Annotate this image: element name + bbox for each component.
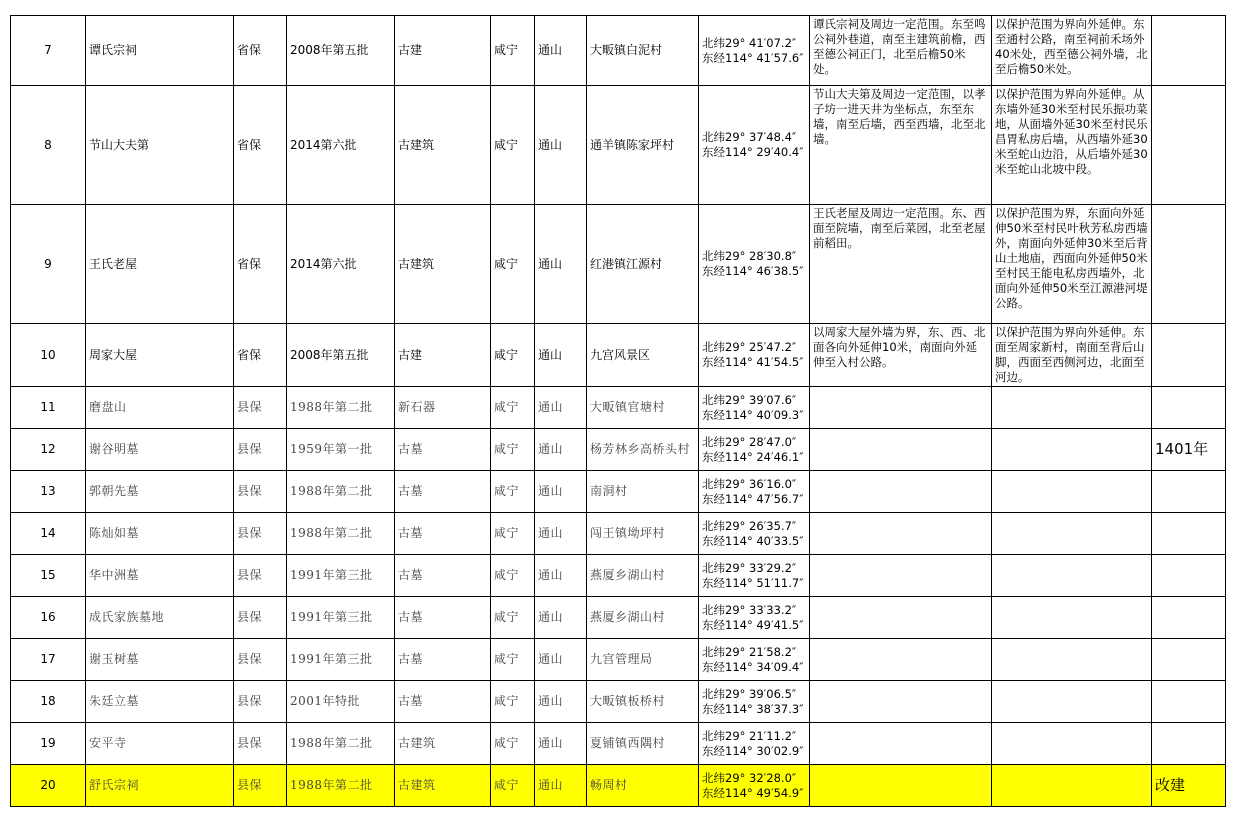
protection-level-cell: 县保 bbox=[234, 555, 287, 597]
location-cell: 南洞村 bbox=[587, 471, 699, 513]
site-name-cell: 谢玉树墓 bbox=[86, 639, 234, 681]
heritage-table bbox=[10, 15, 1226, 807]
buffer-zone-cell: 以保护范围为界，东面向外延伸50米至村民叶秋芳私房西墙外，南面向外延伸30米至后背山土地庙，西面向外延伸50米至村民王能电私房西墙外，北面向外延伸50米至江源港河堤公路。 bbox=[992, 205, 1152, 324]
batch-cell: 1988年第二批 bbox=[287, 765, 395, 807]
latitude: 北纬29° 33′29.2″ bbox=[702, 560, 797, 575]
batch-cell: 1988年第二批 bbox=[287, 471, 395, 513]
latitude: 北纬29° 25′47.2″ bbox=[702, 340, 797, 354]
location-cell: 畅周村 bbox=[587, 765, 699, 807]
latitude: 北纬29° 41′07.2″ bbox=[702, 35, 797, 50]
protection-scope-cell bbox=[810, 471, 992, 513]
county-cell: 通山 bbox=[535, 513, 587, 555]
longitude: 东经114° 38′37.3″ bbox=[702, 701, 804, 716]
note-cell bbox=[1152, 387, 1226, 429]
protection-scope-cell: 节山大夫第及周边一定范围，以孝子坊一进天井为坐标点，东至东墙，南至后墙，西至西墙，北至北墙。 bbox=[810, 86, 992, 205]
batch-cell: 2008年第五批 bbox=[287, 324, 395, 387]
city-cell: 咸宁 bbox=[491, 429, 535, 471]
site-type-cell: 古墓 bbox=[395, 555, 491, 597]
latitude: 北纬29° 39′06.5″ bbox=[702, 686, 797, 701]
note-cell bbox=[1152, 639, 1226, 681]
site-name-cell: 节山大夫第 bbox=[86, 86, 234, 205]
row-number-cell: 14 bbox=[11, 513, 86, 555]
coordinates-cell bbox=[699, 324, 810, 387]
latitude: 北纬29° 33′33.2″ bbox=[702, 602, 797, 617]
site-name-cell: 朱廷立墓 bbox=[86, 681, 234, 723]
latitude: 北纬29° 36′16.0″ bbox=[702, 476, 797, 491]
city-cell: 咸宁 bbox=[491, 324, 535, 387]
protection-scope-cell bbox=[810, 513, 992, 555]
protection-scope-cell: 以周家大屋外墙为界，东、西、北面各向外延伸10米，南面向外延伸至入村公路。 bbox=[810, 324, 992, 387]
site-type-cell: 古墓 bbox=[395, 471, 491, 513]
location-cell: 大畈镇板桥村 bbox=[587, 681, 699, 723]
site-name-cell: 谭氏宗祠 bbox=[86, 16, 234, 86]
county-cell: 通山 bbox=[535, 681, 587, 723]
note-cell bbox=[1152, 513, 1226, 555]
city-cell: 咸宁 bbox=[491, 513, 535, 555]
latitude: 北纬29° 37′48.4″ bbox=[702, 130, 797, 144]
protection-level-cell: 县保 bbox=[234, 513, 287, 555]
coordinates-cell bbox=[699, 86, 810, 205]
site-type-cell: 新石器 bbox=[395, 387, 491, 429]
buffer-zone-cell: 以保护范围为界向外延伸。东面至周家新村，南面至背后山脚，西面至西侧河边，北面至河边。 bbox=[992, 324, 1152, 387]
location-cell: 燕厦乡湖山村 bbox=[587, 597, 699, 639]
site-name-cell: 陈灿如墓 bbox=[86, 513, 234, 555]
site-type-cell: 古建 bbox=[395, 324, 491, 387]
site-name-cell: 谢谷明墓 bbox=[86, 429, 234, 471]
city-cell: 咸宁 bbox=[491, 205, 535, 324]
table-row bbox=[11, 429, 1226, 471]
batch-cell: 2008年第五批 bbox=[287, 16, 395, 86]
note-cell bbox=[1152, 16, 1226, 86]
longitude: 东经114° 30′02.9″ bbox=[702, 743, 804, 758]
longitude: 东经114° 46′38.5″ bbox=[702, 264, 804, 278]
site-type-cell: 古建筑 bbox=[395, 205, 491, 324]
city-cell: 咸宁 bbox=[491, 555, 535, 597]
protection-scope-cell bbox=[810, 639, 992, 681]
coordinates-cell bbox=[699, 205, 810, 324]
buffer-zone-cell bbox=[992, 471, 1152, 513]
latitude: 北纬29° 28′47.0″ bbox=[702, 434, 797, 449]
row-number-cell: 20 bbox=[11, 765, 86, 807]
longitude: 东经114° 29′40.4″ bbox=[702, 145, 804, 159]
latitude: 北纬29° 21′11.2″ bbox=[702, 728, 797, 743]
buffer-zone-cell: 以保护范围为界向外延伸。东至通村公路，南至祠前禾场外40米处，西至德公祠外墙，北至后檐50米处。 bbox=[992, 16, 1152, 86]
longitude: 东经114° 24′46.1″ bbox=[702, 449, 804, 464]
note-cell bbox=[1152, 723, 1226, 765]
site-type-cell: 古建筑 bbox=[395, 765, 491, 807]
protection-level-cell: 县保 bbox=[234, 471, 287, 513]
longitude: 东经114° 40′33.5″ bbox=[702, 533, 804, 548]
row-number-cell: 17 bbox=[11, 639, 86, 681]
row-number-cell: 8 bbox=[11, 86, 86, 205]
buffer-zone-cell bbox=[992, 429, 1152, 471]
protection-scope-cell: 谭氏宗祠及周边一定范围。东至鸣公祠外巷道，南至主建筑前檐，西至德公祠正门，北至后檐50米处。 bbox=[810, 16, 992, 86]
site-type-cell: 古建筑 bbox=[395, 723, 491, 765]
table-row bbox=[11, 387, 1226, 429]
buffer-zone-cell bbox=[992, 387, 1152, 429]
row-number-cell: 13 bbox=[11, 471, 86, 513]
county-cell: 通山 bbox=[535, 324, 587, 387]
note-cell: 改建 bbox=[1152, 765, 1226, 807]
row-number-cell: 18 bbox=[11, 681, 86, 723]
city-cell: 咸宁 bbox=[491, 597, 535, 639]
batch-cell: 1988年第二批 bbox=[287, 513, 395, 555]
protection-level-cell: 省保 bbox=[234, 86, 287, 205]
buffer-zone-cell bbox=[992, 723, 1152, 765]
coordinates-cell bbox=[699, 471, 810, 513]
city-cell: 咸宁 bbox=[491, 387, 535, 429]
latitude: 北纬29° 28′30.8″ bbox=[702, 249, 797, 263]
location-cell: 九宫风景区 bbox=[587, 324, 699, 387]
protection-level-cell: 省保 bbox=[234, 16, 287, 86]
city-cell: 咸宁 bbox=[491, 681, 535, 723]
city-cell: 咸宁 bbox=[491, 723, 535, 765]
table-row bbox=[11, 597, 1226, 639]
longitude: 东经114° 41′54.5″ bbox=[702, 355, 804, 369]
protection-level-cell: 省保 bbox=[234, 324, 287, 387]
site-name-cell: 舒氏宗祠 bbox=[86, 765, 234, 807]
row-number-cell: 9 bbox=[11, 205, 86, 324]
note-cell bbox=[1152, 681, 1226, 723]
protection-level-cell: 县保 bbox=[234, 639, 287, 681]
buffer-zone-cell bbox=[992, 639, 1152, 681]
protection-scope-cell bbox=[810, 765, 992, 807]
table-row bbox=[11, 639, 1226, 681]
coordinates-cell bbox=[699, 765, 810, 807]
latitude: 北纬29° 21′58.2″ bbox=[702, 644, 797, 659]
protection-scope-cell bbox=[810, 681, 992, 723]
buffer-zone-cell bbox=[992, 765, 1152, 807]
site-name-cell: 成氏家族墓地 bbox=[86, 597, 234, 639]
latitude: 北纬29° 39′07.6″ bbox=[702, 392, 797, 407]
coordinates-cell bbox=[699, 597, 810, 639]
city-cell: 咸宁 bbox=[491, 765, 535, 807]
batch-cell: 2014第六批 bbox=[287, 205, 395, 324]
longitude: 东经114° 41′57.6″ bbox=[702, 50, 804, 65]
table-row bbox=[11, 16, 1226, 86]
county-cell: 通山 bbox=[535, 86, 587, 205]
county-cell: 通山 bbox=[535, 205, 587, 324]
longitude: 东经114° 51′11.7″ bbox=[702, 575, 804, 590]
row-number-cell: 7 bbox=[11, 16, 86, 86]
site-type-cell: 古墓 bbox=[395, 639, 491, 681]
table-row bbox=[11, 513, 1226, 555]
protection-level-cell: 省保 bbox=[234, 205, 287, 324]
city-cell: 咸宁 bbox=[491, 86, 535, 205]
site-type-cell: 古墓 bbox=[395, 429, 491, 471]
row-number-cell: 11 bbox=[11, 387, 86, 429]
table-row bbox=[11, 471, 1226, 513]
county-cell: 通山 bbox=[535, 765, 587, 807]
coordinates-cell bbox=[699, 639, 810, 681]
note-cell bbox=[1152, 471, 1226, 513]
city-cell: 咸宁 bbox=[491, 639, 535, 681]
batch-cell: 2001年特批 bbox=[287, 681, 395, 723]
location-cell: 杨芳林乡高桥头村 bbox=[587, 429, 699, 471]
county-cell: 通山 bbox=[535, 639, 587, 681]
row-number-cell: 12 bbox=[11, 429, 86, 471]
note-cell bbox=[1152, 205, 1226, 324]
buffer-zone-cell bbox=[992, 555, 1152, 597]
batch-cell: 1991年第三批 bbox=[287, 555, 395, 597]
note-cell bbox=[1152, 555, 1226, 597]
buffer-zone-cell bbox=[992, 597, 1152, 639]
site-name-cell: 王氏老屋 bbox=[86, 205, 234, 324]
protection-scope-cell: 王氏老屋及周边一定范围。东、西面至院墙，南至后菜园，北至老屋前稻田。 bbox=[810, 205, 992, 324]
coordinates-cell bbox=[699, 429, 810, 471]
longitude: 东经114° 34′09.4″ bbox=[702, 659, 804, 674]
buffer-zone-cell bbox=[992, 681, 1152, 723]
county-cell: 通山 bbox=[535, 387, 587, 429]
county-cell: 通山 bbox=[535, 16, 587, 86]
buffer-zone-cell bbox=[992, 513, 1152, 555]
protection-level-cell: 县保 bbox=[234, 765, 287, 807]
note-cell: 1401年 bbox=[1152, 429, 1226, 471]
site-name-cell: 郭朝先墓 bbox=[86, 471, 234, 513]
county-cell: 通山 bbox=[535, 555, 587, 597]
location-cell: 大畈镇白泥村 bbox=[587, 16, 699, 86]
note-cell bbox=[1152, 86, 1226, 205]
site-type-cell: 古墓 bbox=[395, 681, 491, 723]
county-cell: 通山 bbox=[535, 723, 587, 765]
coordinates-cell bbox=[699, 723, 810, 765]
table-row bbox=[11, 723, 1226, 765]
batch-cell: 1959年第一批 bbox=[287, 429, 395, 471]
longitude: 东经114° 40′09.3″ bbox=[702, 407, 804, 422]
site-name-cell: 磨盘山 bbox=[86, 387, 234, 429]
row-number-cell: 15 bbox=[11, 555, 86, 597]
protection-scope-cell bbox=[810, 555, 992, 597]
site-name-cell: 华中洲墓 bbox=[86, 555, 234, 597]
coordinates-cell bbox=[699, 387, 810, 429]
table-row bbox=[11, 555, 1226, 597]
city-cell: 咸宁 bbox=[491, 471, 535, 513]
site-type-cell: 古建筑 bbox=[395, 86, 491, 205]
location-cell: 燕厦乡湖山村 bbox=[587, 555, 699, 597]
table-row bbox=[11, 324, 1226, 387]
protection-level-cell: 县保 bbox=[234, 681, 287, 723]
row-number-cell: 16 bbox=[11, 597, 86, 639]
table-row bbox=[11, 765, 1226, 807]
longitude: 东经114° 49′41.5″ bbox=[702, 617, 804, 632]
coordinates-cell bbox=[699, 681, 810, 723]
site-type-cell: 古墓 bbox=[395, 597, 491, 639]
protection-scope-cell bbox=[810, 387, 992, 429]
latitude: 北纬29° 26′35.7″ bbox=[702, 518, 797, 533]
location-cell: 夏铺镇西隅村 bbox=[587, 723, 699, 765]
coordinates-cell bbox=[699, 555, 810, 597]
county-cell: 通山 bbox=[535, 597, 587, 639]
site-name-cell: 安平寺 bbox=[86, 723, 234, 765]
row-number-cell: 19 bbox=[11, 723, 86, 765]
buffer-zone-cell: 以保护范围为界向外延伸。从东墙外延30米至村民乐振功菜地，从面墙外延30米至村民乐昌胃私房后墙，从西墙外延30米至蛇山边沿，从后墙外延30米至蛇山北坡中段。 bbox=[992, 86, 1152, 205]
protection-level-cell: 县保 bbox=[234, 723, 287, 765]
protection-scope-cell bbox=[810, 597, 992, 639]
site-type-cell: 古建 bbox=[395, 16, 491, 86]
table-row bbox=[11, 205, 1226, 324]
protection-scope-cell bbox=[810, 429, 992, 471]
location-cell: 红港镇江源村 bbox=[587, 205, 699, 324]
longitude: 东经114° 49′54.9″ bbox=[702, 785, 804, 800]
coordinates-cell bbox=[699, 513, 810, 555]
batch-cell: 2014第六批 bbox=[287, 86, 395, 205]
longitude: 东经114° 47′56.7″ bbox=[702, 491, 804, 506]
table-row bbox=[11, 681, 1226, 723]
protection-scope-cell bbox=[810, 723, 992, 765]
note-cell bbox=[1152, 324, 1226, 387]
batch-cell: 1988年第二批 bbox=[287, 387, 395, 429]
batch-cell: 1991年第三批 bbox=[287, 597, 395, 639]
protection-level-cell: 县保 bbox=[234, 429, 287, 471]
batch-cell: 1988年第二批 bbox=[287, 723, 395, 765]
county-cell: 通山 bbox=[535, 429, 587, 471]
latitude: 北纬29° 32′28.0″ bbox=[702, 770, 797, 785]
site-name-cell: 周家大屋 bbox=[86, 324, 234, 387]
location-cell: 九宫管理局 bbox=[587, 639, 699, 681]
location-cell: 大畈镇官塘村 bbox=[587, 387, 699, 429]
site-type-cell: 古墓 bbox=[395, 513, 491, 555]
batch-cell: 1991年第三批 bbox=[287, 639, 395, 681]
row-number-cell: 10 bbox=[11, 324, 86, 387]
county-cell: 通山 bbox=[535, 471, 587, 513]
location-cell: 通羊镇陈家坪村 bbox=[587, 86, 699, 205]
protection-level-cell: 县保 bbox=[234, 597, 287, 639]
location-cell: 闯王镇坳坪村 bbox=[587, 513, 699, 555]
note-cell bbox=[1152, 597, 1226, 639]
city-cell: 咸宁 bbox=[491, 16, 535, 86]
protection-level-cell: 县保 bbox=[234, 387, 287, 429]
table-row bbox=[11, 86, 1226, 205]
coordinates-cell bbox=[699, 16, 810, 86]
